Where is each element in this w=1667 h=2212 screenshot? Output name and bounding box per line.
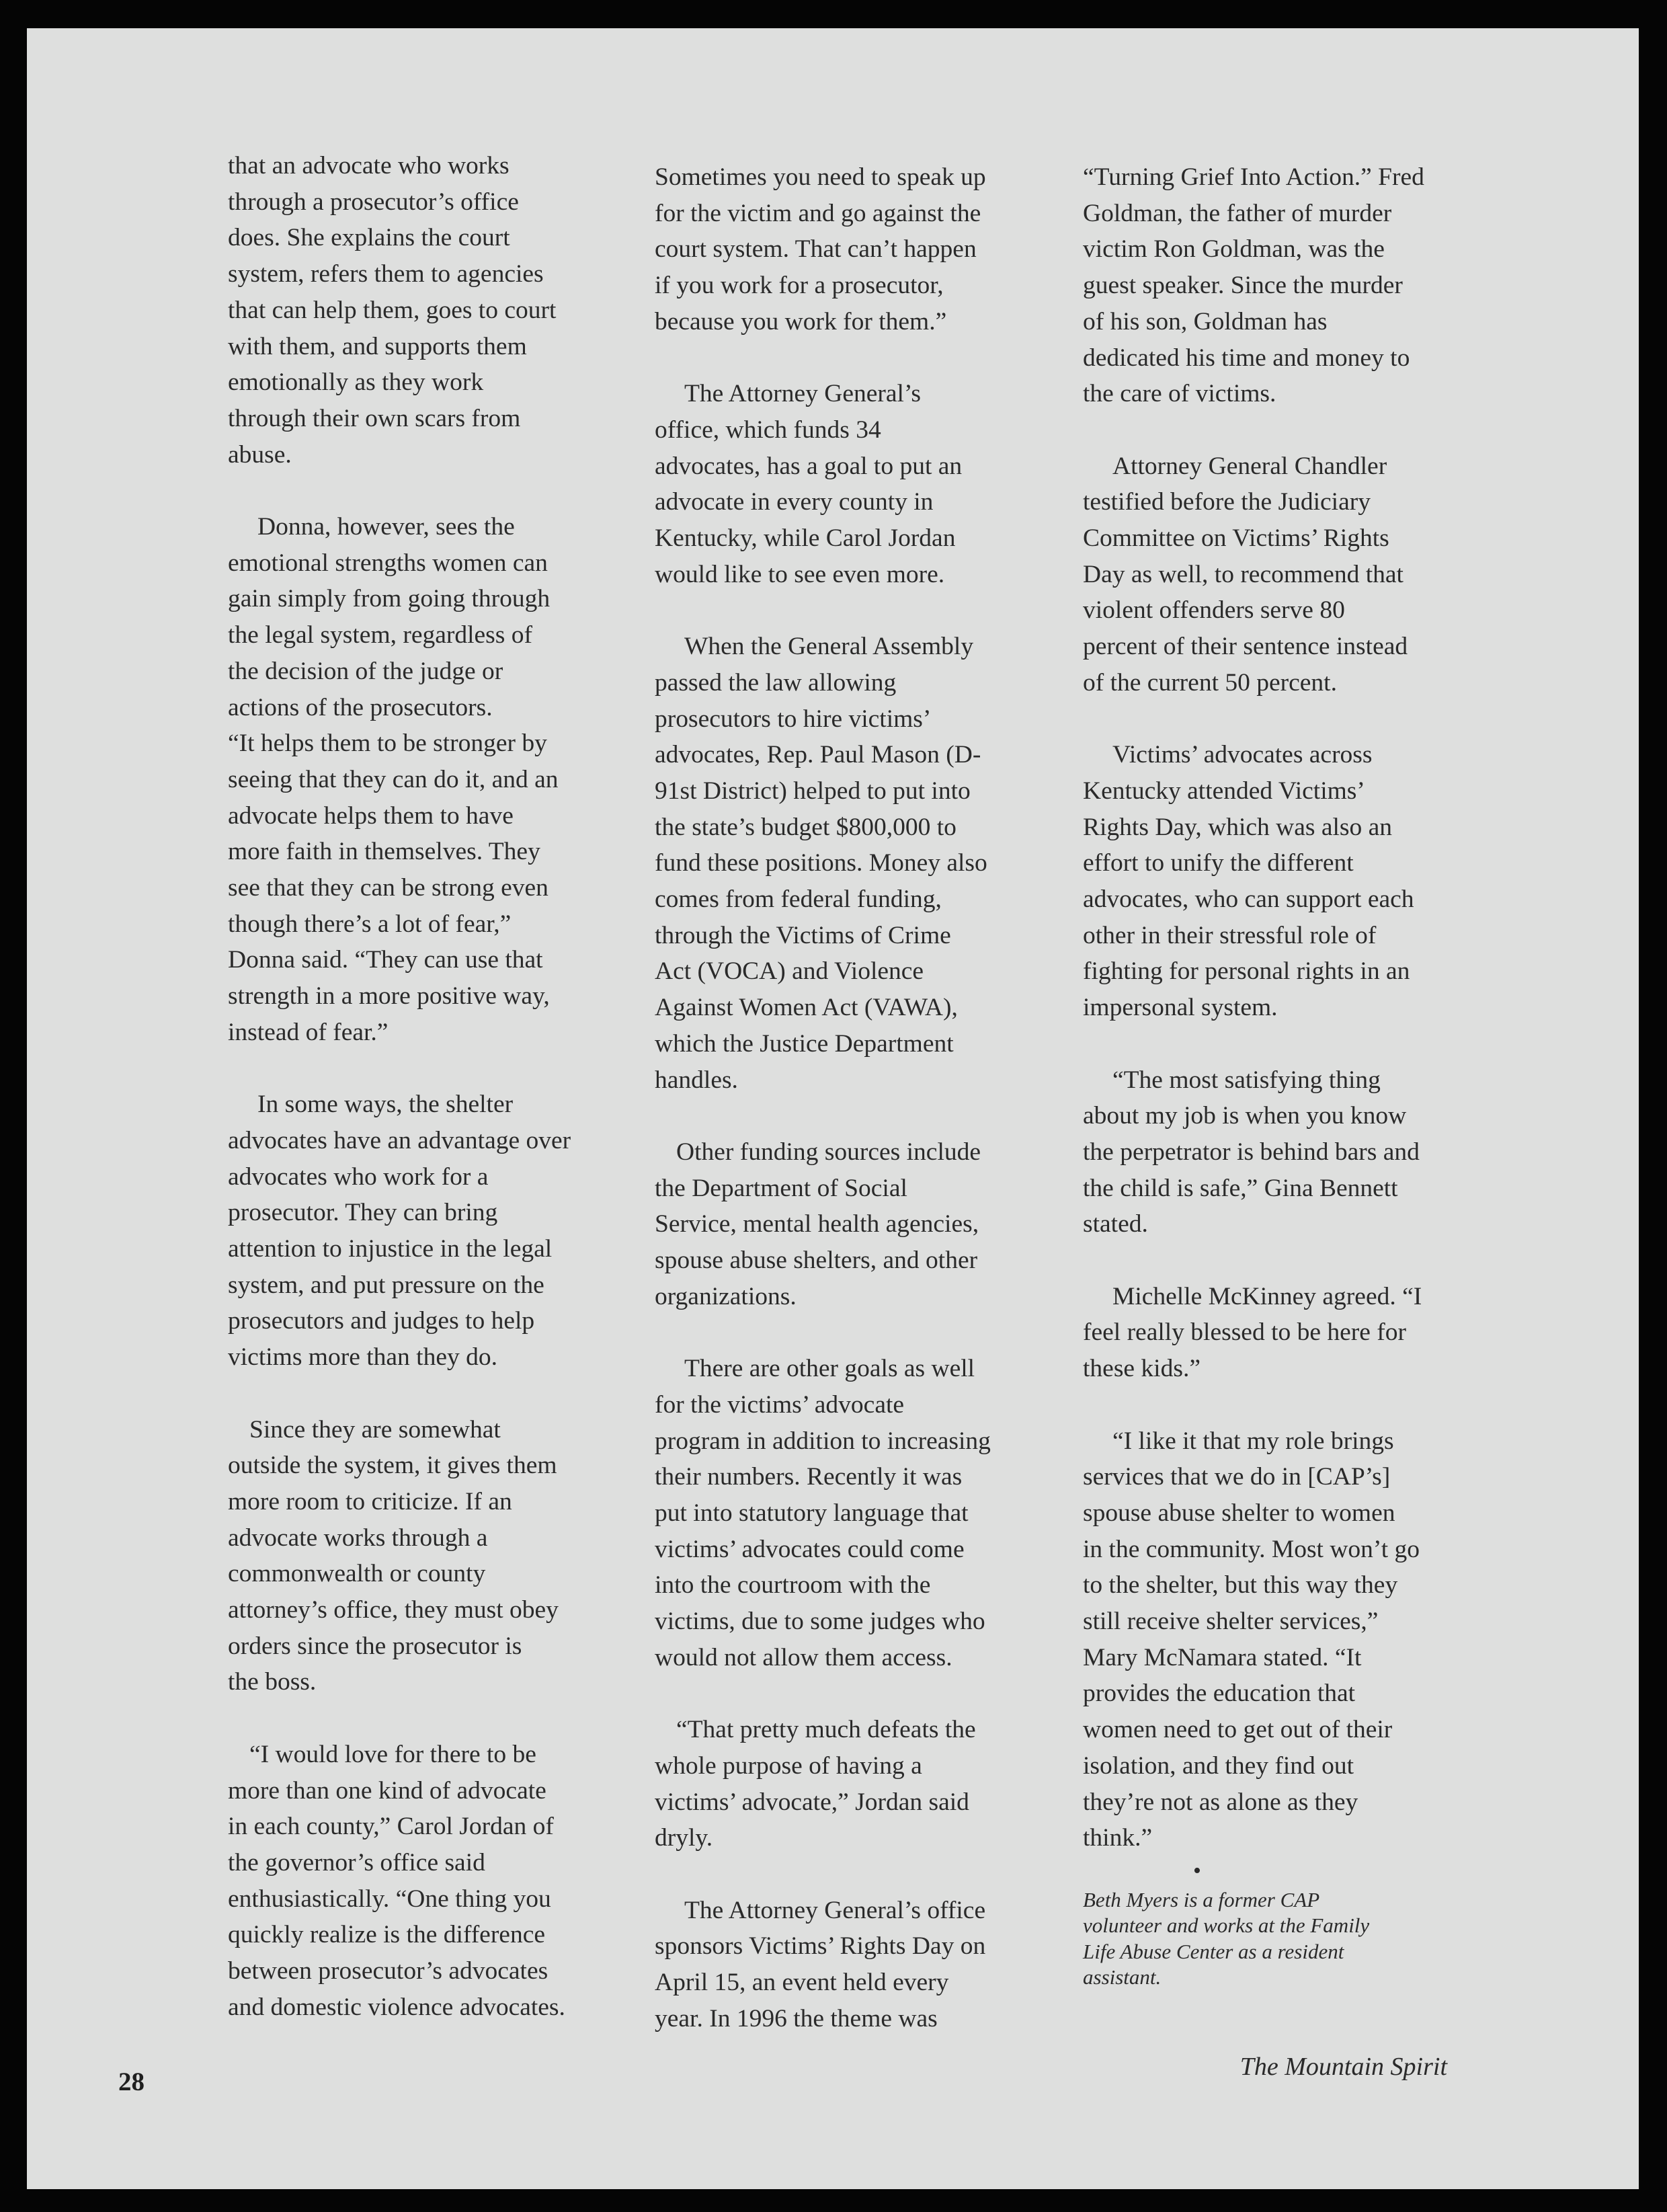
text-line: whole purpose of having a	[655, 1751, 922, 1780]
paragraph	[228, 1087, 645, 1376]
text-line: system, and put pressure on the	[228, 1271, 544, 1299]
text-line: outside the system, it gives them	[228, 1452, 557, 1480]
text-line: the child is safe,” Gina Bennett	[1083, 1174, 1398, 1202]
text-line: does. She explains the court	[228, 224, 510, 252]
paragraph	[1083, 737, 1513, 1026]
paragraph	[655, 1134, 1071, 1315]
text-line: fund these positions. Money also	[655, 849, 987, 877]
text-line: orders since the prosecutor is	[228, 1632, 522, 1660]
text-line: because you work for them.”	[655, 307, 947, 335]
text-line: of his son, Goldman has	[1083, 307, 1328, 335]
text-line: Committee on Victims’ Rights	[1083, 524, 1389, 553]
text-line: the care of victims.	[1083, 380, 1276, 408]
paragraph	[1083, 1279, 1513, 1387]
text-line: quickly realize is the difference	[228, 1921, 545, 1949]
text-line: gain simply from going through	[228, 585, 551, 613]
text-line: that can help them, goes to court	[228, 296, 557, 324]
text-line: advocate helps them to have	[228, 801, 514, 830]
text-line: Mary McNamara stated. “It	[1083, 1643, 1362, 1671]
text-line: victim Ron Goldman, was the	[1083, 235, 1385, 264]
text-line: attention to injustice in the legal	[228, 1235, 553, 1263]
text-line: to the shelter, but this way they	[1083, 1571, 1398, 1599]
text-line: advocates, Rep. Paul Mason (D-	[655, 741, 981, 769]
text-line: effort to unify the different	[1083, 849, 1354, 877]
text-line: “Turning Grief Into Action.” Fred	[1083, 163, 1424, 191]
text-line: advocate in every county in	[655, 488, 934, 516]
text-line: fighting for personal rights in an	[1083, 957, 1410, 986]
text-line: victims more than they do.	[228, 1343, 497, 1372]
text-line: passed the law allowing	[655, 668, 897, 697]
text-line: emotionally as they work	[228, 368, 484, 397]
text-line: Life Abuse Center as a resident	[1083, 1939, 1344, 1963]
text-line: Against Women Act (VAWA),	[655, 994, 958, 1022]
text-line: dedicated his time and money to	[1083, 344, 1410, 372]
text-line: Victims’ advocates across	[1112, 741, 1373, 769]
paragraph	[655, 376, 1071, 592]
text-line: in each county,” Carol Jordan of	[228, 1813, 554, 1841]
text-line: stated.	[1083, 1210, 1148, 1238]
text-line: court system. That can’t happen	[655, 235, 977, 264]
text-line: assistant.	[1083, 1965, 1162, 1989]
text-line: the boss.	[228, 1668, 317, 1696]
text-line: more room to criticize. If an	[228, 1487, 512, 1515]
text-line: the legal system, regardless of	[228, 621, 532, 649]
text-line: handles.	[655, 1066, 738, 1094]
text-line: for the victim and go against the	[655, 199, 981, 227]
text-line: Kentucky, while Carol Jordan	[655, 524, 956, 553]
text-line: isolation, and they find out	[1083, 1751, 1354, 1780]
text-line: advocate works through a	[228, 1524, 488, 1552]
paragraph	[655, 1712, 1071, 1856]
text-line: year. In 1996 the theme was	[655, 2004, 938, 2032]
paragraph	[655, 629, 1071, 1098]
text-line: more than one kind of advocate	[228, 1776, 546, 1805]
text-line: would not allow them access.	[655, 1643, 952, 1671]
text-line: system, refers them to agencies	[228, 260, 544, 288]
text-line: services that we do in [CAP’s]	[1083, 1463, 1391, 1491]
text-line: put into statutory language that	[655, 1499, 969, 1527]
text-line: think.”	[1083, 1824, 1153, 1852]
text-line: Sometimes you need to speak up	[655, 163, 986, 191]
text-line: testified before the Judiciary	[1083, 488, 1371, 516]
text-line: volunteer and works at the Family	[1083, 1913, 1370, 1938]
paragraph	[655, 1893, 1071, 2037]
paragraph	[1083, 448, 1513, 701]
text-line: impersonal system.	[1083, 994, 1278, 1022]
text-line: victims’ advocates could come	[655, 1535, 965, 1563]
text-line: between prosecutor’s advocates	[228, 1957, 548, 1985]
text-line: prosecutors to hire victims’	[655, 705, 932, 733]
text-line: other in their stressful role of	[1083, 921, 1377, 949]
paragraph	[228, 509, 645, 1051]
text-line: abuse.	[228, 440, 292, 469]
text-line: spouse abuse shelters, and other	[655, 1247, 978, 1275]
text-line: provides the education that	[1083, 1680, 1356, 1708]
text-line: if you work for a prosecutor,	[655, 272, 944, 300]
text-line: April 15, an event held every	[655, 1969, 949, 1997]
text-line: Goldman, the father of murder	[1083, 199, 1392, 227]
text-line: Michelle McKinney agreed. “I	[1112, 1282, 1422, 1310]
text-line: of the current 50 percent.	[1083, 668, 1337, 697]
text-line: with them, and supports them	[228, 332, 527, 360]
text-line: the governor’s office said	[228, 1848, 485, 1877]
text-line: prosecutors and judges to help	[228, 1307, 535, 1335]
text-line: that an advocate who works	[228, 152, 510, 180]
text-line: When the General Assembly	[684, 633, 974, 661]
text-line: commonwealth or county	[228, 1560, 486, 1588]
text-line: through their own scars from	[228, 404, 521, 432]
text-line: Service, mental health agencies,	[655, 1210, 979, 1238]
text-line: Donna, however, sees the	[257, 513, 515, 541]
text-line: The Attorney General’s	[684, 380, 921, 408]
text-line: strength in a more positive way,	[228, 982, 550, 1011]
text-line: Day as well, to recommend that	[1083, 560, 1404, 588]
paragraph	[228, 1412, 645, 1701]
paragraph	[228, 148, 645, 473]
text-line: the Department of Social	[655, 1174, 907, 1202]
text-line: more faith in themselves. They	[228, 838, 540, 866]
magazine-page	[27, 28, 1639, 2189]
text-line: spouse abuse shelter to women	[1083, 1499, 1395, 1527]
text-line: guest speaker. Since the murder	[1083, 272, 1403, 300]
text-line: though there’s a lot of fear,”	[228, 910, 512, 938]
text-line: still receive shelter services,”	[1083, 1608, 1379, 1636]
text-line: Kentucky attended Victims’	[1083, 777, 1365, 805]
paragraph	[655, 1351, 1071, 1675]
text-line: advocates have an advantage over	[228, 1126, 571, 1154]
article-column-1	[228, 148, 645, 2026]
text-line: Beth Myers is a former CAP	[1083, 1887, 1320, 1911]
text-line: “That pretty much defeats the	[676, 1716, 976, 1744]
text-line: which the Justice Department	[655, 1029, 954, 1058]
paragraph	[1083, 1062, 1513, 1243]
text-line: Attorney General Chandler	[1112, 452, 1387, 480]
text-line: the perpetrator is behind bars and	[1083, 1138, 1420, 1166]
text-line: Act (VOCA) and Violence	[655, 957, 924, 986]
author-bio	[1083, 1887, 1513, 1991]
text-line: through a prosecutor’s office	[228, 188, 519, 216]
text-line: would like to see even more.	[655, 560, 945, 588]
magazine-title: The Mountain Spirit	[1239, 2053, 1447, 2081]
paragraph	[228, 1737, 645, 2026]
end-bullet: •	[1193, 1858, 1201, 1883]
text-line: “I would love for there to be	[249, 1740, 536, 1768]
text-line: advocates, has a goal to put an	[655, 452, 963, 480]
text-line: program in addition to increasing	[655, 1427, 991, 1455]
text-line: The Attorney General’s office	[684, 1896, 986, 1924]
text-line: prosecutor. They can bring	[228, 1199, 498, 1227]
text-line: 91st District) helped to put into	[655, 777, 971, 805]
text-line: “The most satisfying thing	[1112, 1066, 1381, 1094]
text-line: Rights Day, which was also an	[1083, 813, 1392, 841]
text-line: advocates, who can support each	[1083, 885, 1414, 914]
text-line: dryly.	[655, 1824, 713, 1852]
text-line: violent offenders serve 80	[1083, 596, 1345, 625]
text-line: in the community. Most won’t go	[1083, 1535, 1420, 1563]
text-line: the decision of the judge or	[228, 657, 503, 685]
text-line: sponsors Victims’ Rights Day on	[655, 1932, 986, 1961]
article-column-2	[655, 159, 1071, 2037]
text-line: instead of fear.”	[228, 1018, 389, 1046]
page-number: 28	[118, 2067, 145, 2096]
text-line: victims, due to some judges who	[655, 1608, 985, 1636]
text-line: organizations.	[655, 1282, 797, 1310]
text-line: see that they can be strong even	[228, 874, 548, 902]
text-line: Other funding sources include	[676, 1138, 981, 1166]
text-line: seeing that they can do it, and an	[228, 765, 559, 793]
text-line: enthusiastically. “One thing you	[228, 1885, 551, 1913]
text-line: feel really blessed to be here for	[1083, 1318, 1407, 1347]
paragraph	[1083, 1423, 1513, 1856]
text-line: for the victims’ advocate	[655, 1390, 905, 1419]
text-line: comes from federal funding,	[655, 885, 942, 914]
paragraph	[1083, 159, 1513, 412]
text-line: In some ways, the shelter	[257, 1091, 514, 1119]
text-line: they’re not as alone as they	[1083, 1788, 1358, 1816]
text-line: about my job is when you know	[1083, 1102, 1407, 1130]
text-line: into the courtroom with the	[655, 1571, 931, 1599]
text-line: Since they are somewhat	[249, 1415, 501, 1444]
text-line: advocates who work for a	[228, 1162, 489, 1191]
text-line: attorney’s office, they must obey	[228, 1596, 559, 1624]
text-line: women need to get out of their	[1083, 1716, 1393, 1744]
text-line: victims’ advocate,” Jordan said	[655, 1788, 969, 1816]
text-line: actions of the prosecutors.	[228, 693, 493, 721]
text-line: emotional strengths women can	[228, 549, 548, 577]
paragraph	[655, 159, 1071, 340]
text-line: Donna said. “They can use that	[228, 946, 543, 974]
text-line: office, which funds 34	[655, 416, 881, 444]
text-line: through the Victims of Crime	[655, 921, 951, 949]
text-line: There are other goals as well	[684, 1355, 975, 1383]
text-line: percent of their sentence instead	[1083, 633, 1408, 661]
text-line: their numbers. Recently it was	[655, 1463, 963, 1491]
text-line: the state’s budget $800,000 to	[655, 813, 957, 841]
text-line: and domestic violence advocates.	[228, 1993, 565, 2021]
text-line: these kids.”	[1083, 1355, 1201, 1383]
text-line: “It helps them to be stronger by	[228, 729, 547, 758]
text-line: “I like it that my role brings	[1112, 1427, 1394, 1455]
article-column-3	[1083, 159, 1513, 1991]
